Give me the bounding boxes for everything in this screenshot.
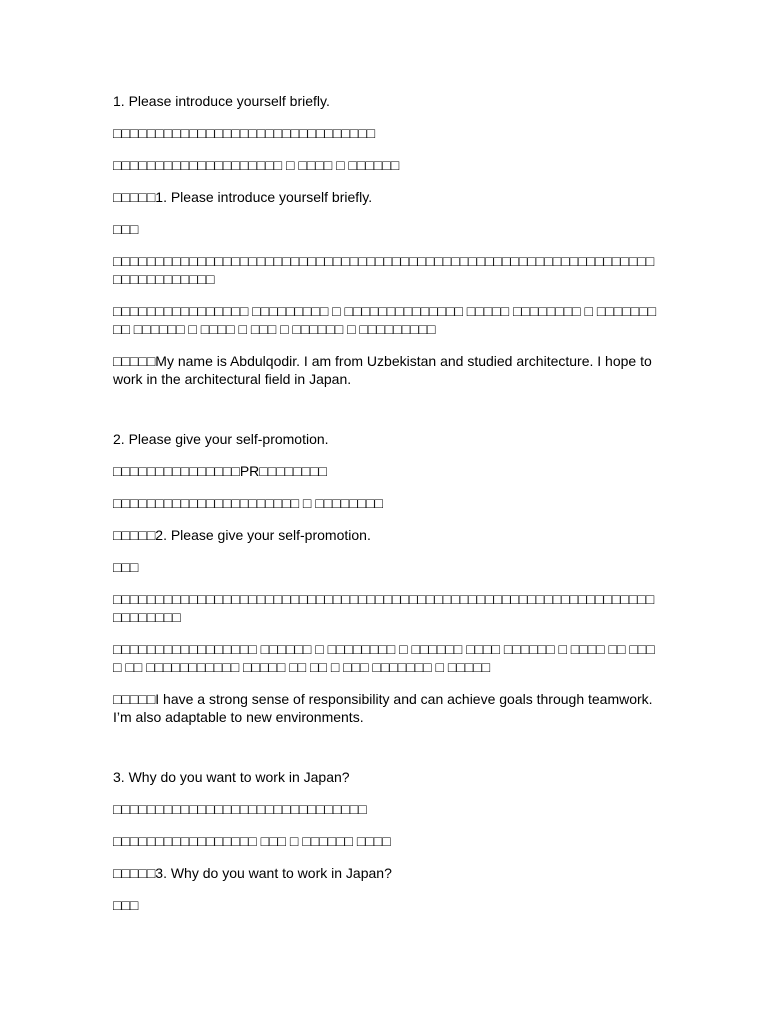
question-label-english: □□□□□3. Why do you want to work in Japan? [113,865,392,881]
section-1 [113,92,658,388]
answer-heading: □□□ [113,221,139,237]
answer-english: □□□□□I have a strong sense of responsibility and can achieve goals through teamwork. I’m also adaptable to new environments. [113,691,657,725]
section-2 [113,430,658,726]
question-label-english: □□□□□2. Please give your self-promotion. [113,527,371,543]
question-japanese: □□□□□□□□□□□□□□□□□□□□□□□□□□□□□□ [113,801,367,817]
question-romaji: □□□□□□□□□□□□□□□□□□□□□□ □ □□□□□□□□ [113,495,383,511]
question-english: 3. Why do you want to work in Japan? [113,769,350,785]
answer-japanese: □□□□□□□□□□□□□□□□□□□□□□□□□□□□□□□□□□□□□□□□□□□□□□□□□□□□□□□□□□□□□□□□□□□□□□□□ [113,591,655,625]
question-romaji: □□□□□□□□□□□□□□□□□ □□□ □ □□□□□□ □□□□ [113,833,391,849]
answer-japanese: □□□□□□□□□□□□□□□□□□□□□□□□□□□□□□□□□□□□□□□□□□□□□□□□□□□□□□□□□□□□□□□□□□□□□□□□□□□□ [113,253,655,287]
question-label-english: □□□□□1. Please introduce yourself briefly. [113,189,373,205]
answer-heading: □□□ [113,897,139,913]
question-english: 2. Please give your self-promotion. [113,431,329,447]
question-romaji: □□□□□□□□□□□□□□□□□□□□ □ □□□□ □ □□□□□□ [113,157,400,173]
answer-english: □□□□□My name is Abdulqodir. I am from Uzbekistan and studied architecture. I hope to work in the architectural field in Japan. [113,353,656,387]
section-spacer [113,402,658,430]
answer-heading: □□□ [113,559,139,575]
answer-romaji: □□□□□□□□□□□□□□□□□ □□□□□□ □ □□□□□□□□ □ □□□□□□ □□□□ □□□□□□ □ □□□□ □□ □□□ □ □□ □□□□□□□□□□□ □□□□□ □□ □□ □ □□□ □□□□□□□ □ □□□□□ [113,641,659,675]
document-page [113,92,658,928]
section-3 [113,768,658,914]
question-english: 1. Please introduce yourself briefly. [113,93,330,109]
question-japanese: □□□□□□□□□□□□□□□□□□□□□□□□□□□□□□□ [113,125,376,141]
section-spacer [113,740,658,768]
question-japanese: □□□□□□□□□□□□□□□PR□□□□□□□□ [113,463,327,479]
answer-romaji: □□□□□□□□□□□□□□□□ □□□□□□□□□ □ □□□□□□□□□□□□□□ □□□□□ □□□□□□□□ □ □□□□□□□□□ □□□□□□ □ □□□□ □ □□□ □ □□□□□□ □ □□□□□□□□□ [113,303,657,337]
